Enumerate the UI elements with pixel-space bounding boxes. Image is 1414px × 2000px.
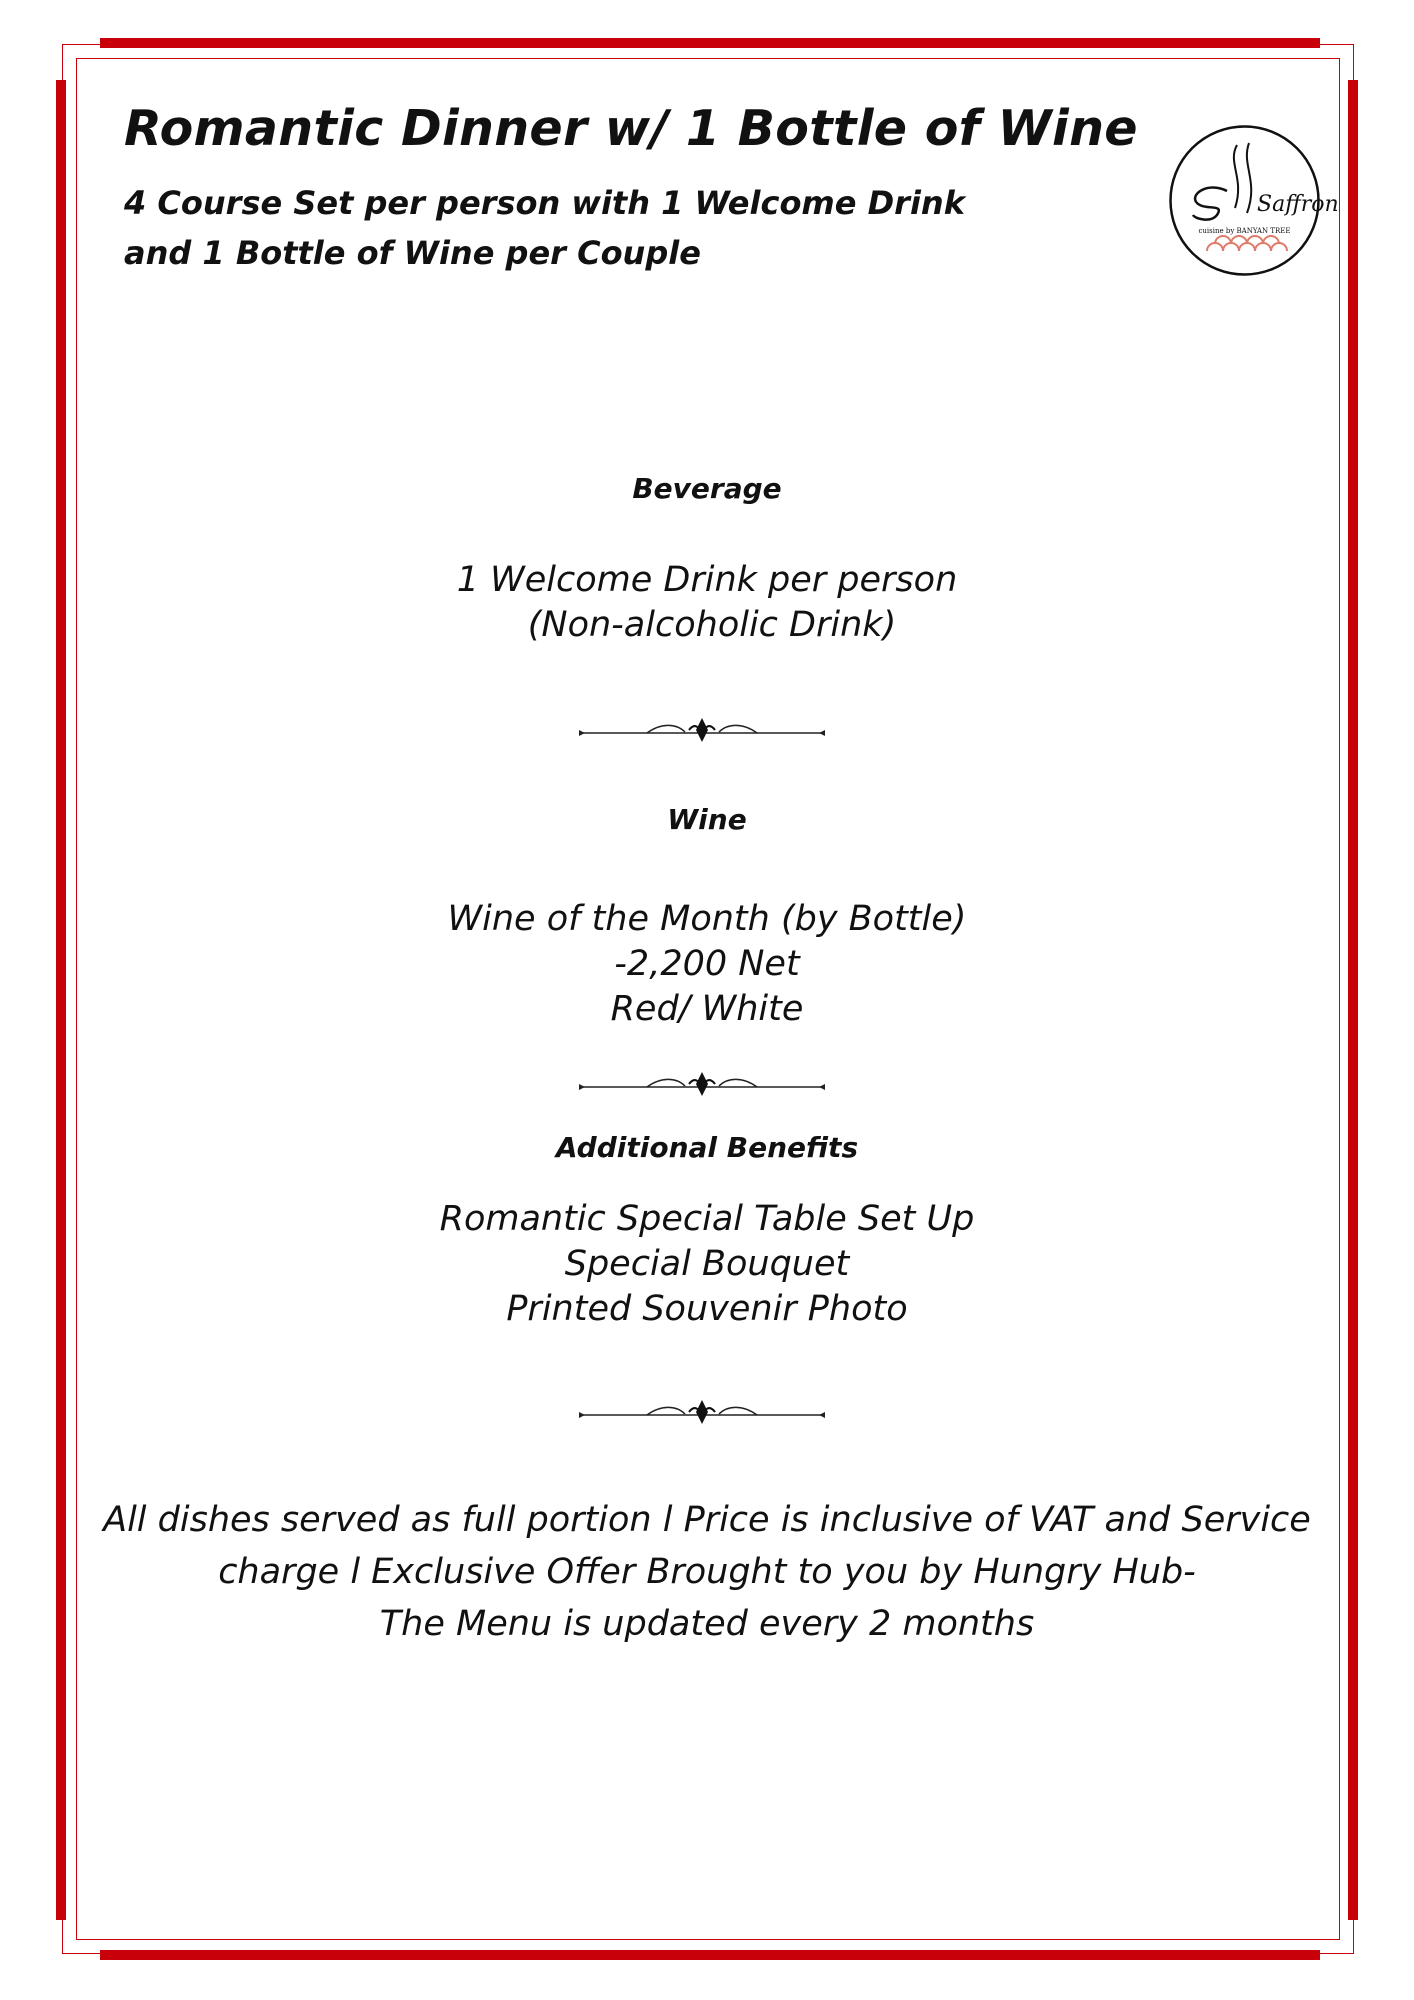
section-heading: Wine <box>667 803 747 836</box>
wine-items <box>0 897 1414 1032</box>
menu-item: Red/ White <box>610 989 804 1029</box>
page-title: Romantic Dinner w/ 1 Bottle of Wine <box>124 100 1138 157</box>
logo-tagline: cuisine by BANYAN TREE <box>1198 227 1291 235</box>
menu-item: Printed Souvenir Photo <box>506 1289 908 1329</box>
section-beverage <box>0 472 1414 505</box>
beverage-items <box>0 558 1414 648</box>
menu-item: Special Bouquet <box>564 1244 850 1284</box>
logo-wordmark: Saffron <box>1257 192 1339 217</box>
footer-line: The Menu is updated every 2 months <box>379 1604 1035 1644</box>
footer-note <box>0 1494 1414 1650</box>
section-wine <box>0 803 1414 836</box>
menu-item: -2,200 Net <box>614 944 800 984</box>
footer-line: charge l Exclusive Offer Brought to you by Hungry Hub- <box>218 1552 1196 1592</box>
page-subtitle <box>124 178 965 278</box>
subtitle-line: and 1 Bottle of Wine per Couple <box>124 234 701 272</box>
ornament-divider-icon <box>577 716 827 746</box>
benefit-items <box>0 1197 1414 1332</box>
menu-item: 1 Welcome Drink per person <box>456 560 958 600</box>
footer-line: All dishes served as full portion l Price is inclusive of VAT and Service <box>103 1500 1311 1540</box>
saffron-logo-icon <box>1167 123 1339 278</box>
menu-item: Wine of the Month (by Bottle) <box>447 899 967 939</box>
ornament-divider-icon <box>577 1398 827 1428</box>
ornament-divider-icon <box>577 1070 827 1100</box>
subtitle-line: 4 Course Set per person with 1 Welcome Drink <box>124 184 965 222</box>
menu-item: Romantic Special Table Set Up <box>439 1199 975 1239</box>
menu-item: (Non-alcoholic Drink) <box>527 605 897 645</box>
section-heading: Beverage <box>632 472 782 505</box>
section-heading: Additional Benefits <box>555 1131 859 1164</box>
section-additional-benefits <box>0 1131 1414 1164</box>
